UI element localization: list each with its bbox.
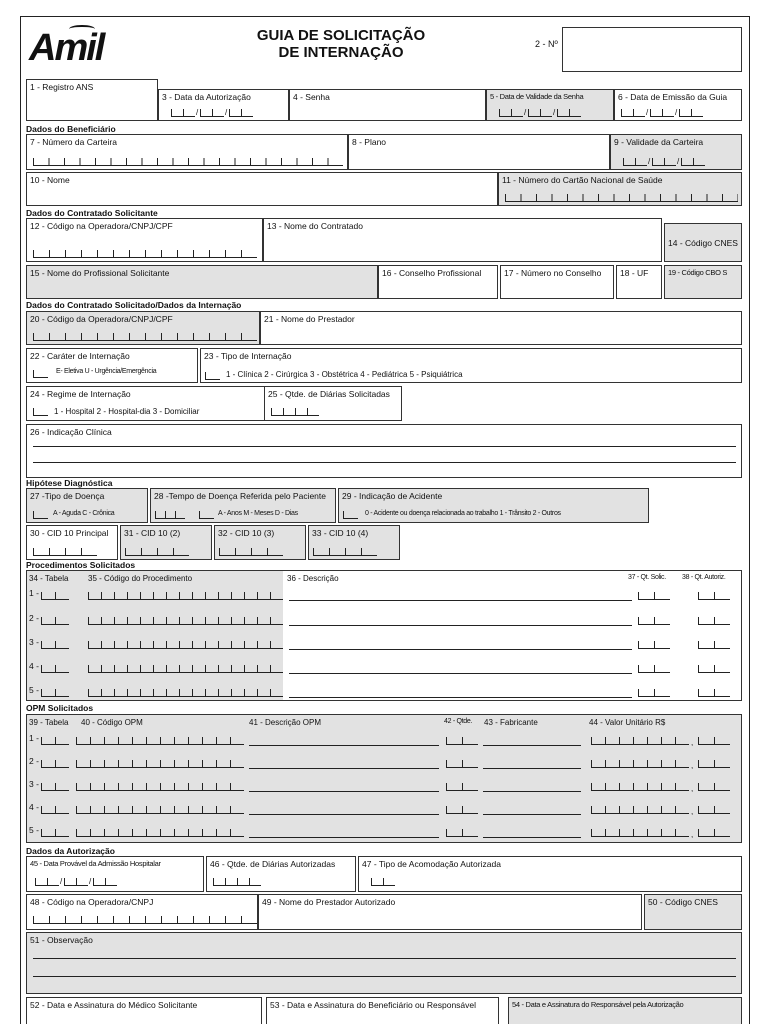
centavos-cells[interactable] [698,737,730,745]
tabela-cells[interactable] [41,665,69,673]
date-year[interactable] [229,109,253,117]
descricao-area [283,570,742,701]
opm-table [26,714,742,843]
carater-internacao-field[interactable] [26,348,198,383]
label: 52 - Data e Assinatura do Médico Solicitante [30,1000,198,1010]
carater-options: E- Eletiva U - Urgência/Emergência [56,368,157,375]
date-year[interactable] [93,878,117,886]
date-month[interactable] [200,109,224,117]
centavos-cells[interactable] [698,783,730,791]
label: 18 - UF [620,268,649,278]
logo-swoosh-icon [69,25,95,33]
tipo-checkbox[interactable] [205,372,220,380]
procedimento-cells[interactable] [88,641,283,649]
date-month[interactable] [652,158,676,166]
diarias-autorizadas-cells[interactable] [213,878,261,886]
label: 53 - Data e Assinatura do Beneficiário ou Responsável [270,1000,477,1010]
label: 31 - CID 10 (2) [124,528,181,538]
opm-tabela-cells[interactable] [41,760,69,768]
tipo-options: 1 - Clínica 2 - Cirúrgica 3 - Obstétrica 4 - Pediátrica 5 - Psiquiátrica [226,370,463,379]
row-number: 4 - [29,802,39,812]
opm-tabela-cells[interactable] [41,783,69,791]
decimal-comma: , [691,784,694,793]
cns-cells[interactable] [505,194,738,202]
opm-qtde-cells[interactable] [446,737,478,745]
row-number: 2 - [29,756,39,766]
valor-cells[interactable] [591,783,689,791]
date-separator: / [677,157,680,166]
date-separator: / [646,108,649,117]
col-qtde: 42 - Qtde. [444,718,473,725]
guide-number-field[interactable] [562,27,742,72]
procedimento-cells[interactable] [88,689,283,697]
acidente-checkbox[interactable] [343,511,358,519]
label: 17 - Número no Conselho [504,268,602,278]
label: 25 - Qtde. de Diárias Solicitadas [268,389,390,399]
label: 23 - Tipo de Internação [204,351,292,361]
label: 13 - Nome do Contratado [267,221,363,231]
cid-cells[interactable] [33,548,97,556]
conselho-profissional-field[interactable] [378,265,498,299]
date-day[interactable] [35,878,59,886]
nome-beneficiario-field[interactable] [26,172,498,206]
label: 16 - Conselho Profissional [382,268,482,278]
label: 49 - Nome do Prestador Autorizado [262,897,396,907]
opm-codigo-cells[interactable] [76,760,244,768]
label: 8 - Plano [352,137,387,147]
tempo-cells[interactable] [155,511,185,519]
operadora-cells[interactable] [33,250,257,258]
assinatura-beneficiario-field[interactable] [266,997,499,1024]
write-line[interactable] [249,768,439,769]
valor-cells[interactable] [591,829,689,837]
label: 21 - Nome do Prestador [264,314,355,324]
opm-qtde-cells[interactable] [446,829,478,837]
tipo-doenca-checkbox[interactable] [33,511,48,519]
qt-solic-cells[interactable] [638,689,670,697]
assinatura-autorizacao-field[interactable] [508,997,742,1024]
write-line[interactable] [483,791,581,792]
valor-cells[interactable] [591,806,689,814]
date-year[interactable] [557,109,581,117]
procedimento-cells[interactable] [88,592,283,600]
observacao-field[interactable] [26,932,742,994]
date-separator: / [196,108,199,117]
date-month[interactable] [650,109,674,117]
section-contratado: Dados do Contratado Solicitante [26,208,158,218]
label: 11 - Número do Cartão Nacional de Saúde [502,175,663,185]
col-tabela: 34 - Tabela [29,574,69,583]
uf-field[interactable] [616,265,662,299]
decimal-comma: , [691,807,694,816]
label: 5 - Data de Validade da Senha [490,92,584,101]
regime-checkbox[interactable] [33,408,48,416]
col-descricao-opm: 41 - Descrição OPM [249,718,322,727]
label: 14 - Código CNES [668,238,738,248]
write-line[interactable] [249,814,439,815]
write-line[interactable] [249,745,439,746]
write-line[interactable] [249,837,439,838]
tabela-cells[interactable] [41,617,69,625]
write-line[interactable] [483,745,581,746]
section-beneficiario: Dados do Beneficiário [26,124,116,134]
write-line [33,462,736,463]
centavos-cells[interactable] [698,760,730,768]
col-fabricante: 43 - Fabricante [484,718,538,727]
write-line [33,446,736,447]
col-valor-unitario: 44 - Valor Unitário R$ [589,718,666,727]
codigo-cnes-autorizado-field[interactable] [644,894,742,930]
nome-prestador-field[interactable] [260,311,742,345]
row-number: 1 - [29,588,39,598]
opm-qtde-cells[interactable] [446,783,478,791]
tempo-options: A - Anos M - Meses D - Dias [218,510,298,517]
label: 50 - Código CNES [648,897,718,907]
carteira-cells[interactable] [33,158,343,166]
col-codigo-opm: 40 - Código OPM [81,718,143,727]
label: 3 - Data da Autorização [162,92,251,102]
section-internacao: Dados do Contratado Solicitado/Dados da Internação [26,300,242,310]
guide-form [20,16,750,1024]
numero-conselho-field[interactable] [500,265,614,299]
decimal-comma: , [691,761,694,770]
date-day[interactable] [623,158,647,166]
guide-number-label: 2 - Nº [535,39,558,49]
write-line [33,976,736,977]
nome-contratado-field[interactable] [263,218,662,262]
label: 20 - Código da Operadora/CNPJ/CPF [30,314,173,324]
label: 10 - Nome [30,175,70,185]
centavos-cells[interactable] [698,806,730,814]
col-codigo-procedimento: 35 - Código do Procedimento [88,574,193,583]
label: 32 - CID 10 (3) [218,528,275,538]
label: 12 - Código na Operadora/CNPJ/CPF [30,221,173,231]
label: 29 - Indicação de Acidente [342,491,443,501]
carater-checkbox[interactable] [33,370,48,378]
row-number: 4 - [29,661,39,671]
opm-codigo-cells[interactable] [76,783,244,791]
label: 15 - Nome do Profissional Solicitante [30,268,170,278]
indicacao-acidente-field[interactable] [338,488,649,523]
date-separator: / [675,108,678,117]
date-day[interactable] [499,109,523,117]
opm-qtde-cells[interactable] [446,806,478,814]
label: 33 - CID 10 (4) [312,528,369,538]
codigo-cbos-field[interactable] [664,265,742,299]
qt-autoriz-cells[interactable] [698,641,730,649]
valor-cells[interactable] [591,737,689,745]
label: 47 - Tipo de Acomodação Autorizada [362,859,501,869]
prestador-autorizado-field[interactable] [258,894,642,930]
cid-cells[interactable] [219,548,283,556]
col-descricao: 36 - Descrição [287,574,339,583]
date-separator: / [648,157,651,166]
write-line [33,958,736,959]
profissional-solicitante-field[interactable] [26,265,378,299]
opm-tabela-cells[interactable] [41,829,69,837]
section-procedimentos: Procedimentos Solicitados [26,560,136,570]
registro-ans-field[interactable] [26,79,158,121]
opm-codigo-cells[interactable] [76,737,244,745]
codigo-operadora-cnpj-field[interactable] [26,894,258,930]
centavos-cells[interactable] [698,829,730,837]
date-separator: / [60,877,63,886]
write-line[interactable] [289,649,632,650]
date-day[interactable] [171,109,195,117]
label: 4 - Senha [293,92,330,102]
indicacao-clinica-field[interactable] [26,424,742,478]
tipo-doenca-options: A - Aguda C - Crônica [53,510,115,517]
date-separator: / [553,108,556,117]
qt-solic-cells[interactable] [638,617,670,625]
data-admissao-field[interactable] [26,856,204,892]
section-opm: OPM Solicitados [26,703,94,713]
prestador-cells[interactable] [33,333,257,341]
date-separator: / [524,108,527,117]
label: 19 - Código CBO S [668,268,728,277]
label: 28 -Tempo de Doença Referida pelo Paciente [154,491,326,501]
date-separator: / [225,108,228,117]
qt-autoriz-cells[interactable] [698,689,730,697]
section-hipotese: Hipótese Diagnóstica [26,478,113,488]
acomodacao-cells[interactable] [371,878,395,886]
decimal-comma: , [691,738,694,747]
tabela-cells[interactable] [41,641,69,649]
assinatura-medico-field[interactable] [26,997,262,1024]
write-line[interactable] [249,791,439,792]
label: 24 - Regime de Internação [30,389,131,399]
tabela-cells[interactable] [41,689,69,697]
row-number: 3 - [29,637,39,647]
qt-solic-cells[interactable] [638,641,670,649]
write-line[interactable] [289,625,632,626]
date-month[interactable] [528,109,552,117]
opm-tabela-cells[interactable] [41,806,69,814]
label: 1 - Registro ANS [30,82,94,92]
label: 6 - Data de Emissão da Guia [618,92,728,102]
label: 45 - Data Provável da Admissão Hospitalar [30,859,161,868]
procedimento-cells[interactable] [88,617,283,625]
write-line[interactable] [483,837,581,838]
cid-cells[interactable] [313,548,377,556]
procedimento-cells[interactable] [88,665,283,673]
diarias-cells[interactable] [271,408,319,416]
qt-autoriz-cells[interactable] [698,617,730,625]
row-number: 3 - [29,779,39,789]
col-qt-solic: 37 - Qt. Solic. [628,574,666,581]
qt-autoriz-cells[interactable] [698,592,730,600]
write-line[interactable] [289,673,632,674]
label: 54 - Data e Assinatura do Responsável pela Autorização [512,1000,684,1009]
write-line[interactable] [289,600,632,601]
decimal-comma: , [691,830,694,839]
acidente-options: 0 - Acidente ou doença relacionada ao trabalho 1 - Trânsito 2 - Outros [365,510,561,517]
date-year[interactable] [681,158,705,166]
label: 48 - Código na Operadora/CNPJ [30,897,154,907]
row-number: 5 - [29,825,39,835]
label: 26 - Indicação Clínica [30,427,112,437]
qt-solic-cells[interactable] [638,665,670,673]
title-line-1: GUIA DE SOLICITAÇÃO [256,27,426,44]
write-line[interactable] [483,768,581,769]
tempo-unit-checkbox[interactable] [199,511,214,519]
plano-field[interactable] [348,134,610,170]
date-month[interactable] [64,878,88,886]
diarias-autorizadas-field[interactable] [206,856,356,892]
tipo-acomodacao-field[interactable] [358,856,742,892]
qt-solic-cells[interactable] [638,592,670,600]
row-number: 5 - [29,685,39,695]
row-number: 1 - [29,733,39,743]
col-opm-tabela: 39 - Tabela [29,718,69,727]
label: 7 - Número da Carteira [30,137,117,147]
operadora-cnpj-cells[interactable] [33,916,257,924]
opm-qtde-cells[interactable] [446,760,478,768]
tabela-cells[interactable] [41,592,69,600]
codigo-cnes-field[interactable] [664,223,742,262]
section-autorizacao: Dados da Autorização [26,846,115,856]
senha-field[interactable] [289,89,486,121]
opm-codigo-cells[interactable] [76,806,244,814]
row-number: 2 - [29,613,39,623]
write-line[interactable] [289,697,632,698]
date-day[interactable] [621,109,645,117]
label: 9 - Validade da Carteira [614,137,704,147]
opm-tabela-cells[interactable] [41,737,69,745]
col-qt-autoriz: 38 - Qt. Autoriz. [682,574,726,581]
label: 51 - Observação [30,935,93,945]
label: 46 - Qtde. de Diárias Autorizadas [210,859,336,869]
regime-options: 1 - Hospital 2 - Hospital-dia 3 - Domiciliar [54,407,200,416]
valor-cells[interactable] [591,760,689,768]
cid-cells[interactable] [125,548,189,556]
qt-autoriz-cells[interactable] [698,665,730,673]
label: 30 - CID 10 Principal [30,528,109,538]
opm-codigo-cells[interactable] [76,829,244,837]
title-line-2: DE INTERNAÇÃO [278,44,404,61]
date-separator: / [89,877,92,886]
form-title [231,27,451,61]
label: 22 - Caráter de Internação [30,351,130,361]
write-line[interactable] [483,814,581,815]
amil-logo: Amil [29,27,104,69]
label: 27 -Tipo de Doença [30,491,105,501]
date-year[interactable] [679,109,703,117]
